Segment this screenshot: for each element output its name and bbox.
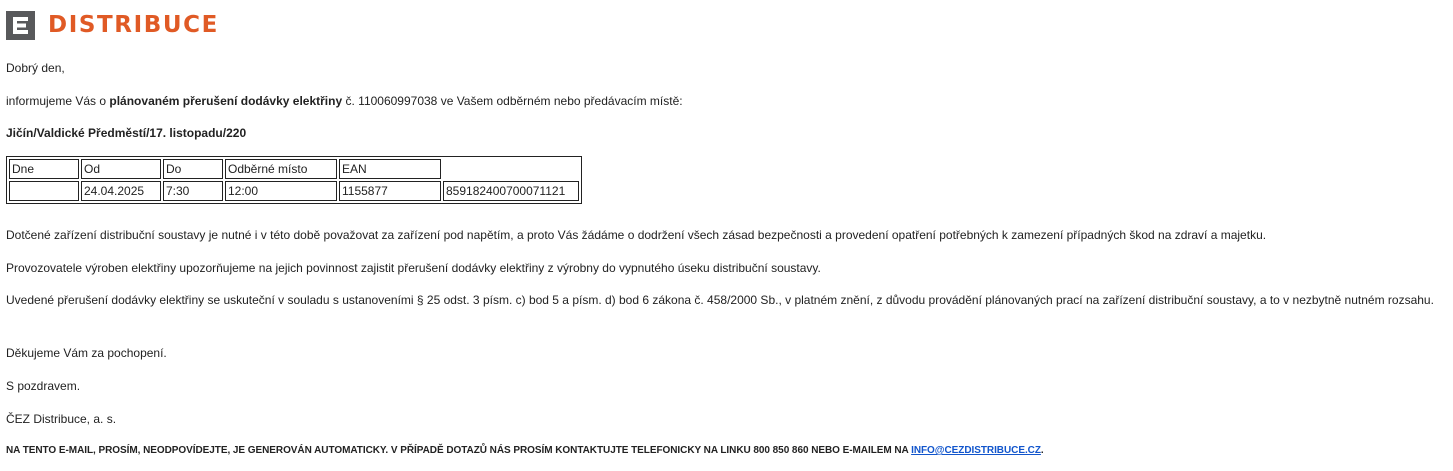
table-cell: 1155877 [339,181,441,201]
table-cell [9,181,79,201]
safety-paragraph: Dotčené zařízení distribuční soustavy je nutné i v této době považovat za zařízení pod napětím, a proto Vás žádáme o dodržení všech zásad bezpečnosti a provedení opatření potřebných k zamezení případných škod na zdraví a majetku. [6,228,1267,242]
table-cell: 7:30 [163,181,223,201]
header-cell: EAN [339,159,441,179]
intro-bold: plánovaném přerušení dodávky elektřiny [109,94,343,108]
footer-text: NA TENTO E-MAIL, PROSÍM, NEODPOVÍDEJTE, JE GENEROVÁN AUTOMATICKY. V PŘÍPADĚ DOTAZŮ NÁS PROSÍM KONTAKTUJTE TELEFONICKY NA LINKU 800 850 860 NEBO E-MAILEM NA [6,445,912,456]
header-cell [443,159,579,179]
legal-paragraph: Uvedené přerušení dodávky elektřiny se uskuteční v souladu s ustanoveními § 25 odst. 3 písm. c) bod 5 a písm. d) bod 6 zákona č. 458/2000 Sb., v platném znění, z důvodu provádění plánovaných prací na zařízení distribuční soustavy, a to v nezbytně nutném rozsahu. [6,293,1434,307]
header-cell: Od [81,159,161,179]
header-cell: Odběrné místo [225,159,337,179]
header-cell: Dne [9,159,79,179]
cez-distribuce-logo [6,11,219,40]
intro-suffix: č. 110060997038 ve Vašem odběrném nebo předávacím místě: [342,94,683,108]
regards-paragraph: S pozdravem. [6,379,81,393]
cez-logo-icon [6,11,35,40]
intro-prefix: informujeme Vás o [6,94,110,108]
intro-paragraph [6,93,683,110]
thanks-paragraph: Děkujeme Vám za pochopení. [6,346,167,360]
table-row [9,181,579,201]
table-header-row [9,159,579,179]
footer-notice [6,445,1044,456]
table-cell: 12:00 [225,181,337,201]
outage-table [6,156,582,204]
address: Jičín/Valdické Předměstí/17. listopadu/220 [6,126,247,140]
footer-end: . [1040,445,1044,456]
support-email-link[interactable]: INFO@CEZDISTRIBUCE.CZ [911,445,1041,456]
table-cell: 24.04.2025 [81,181,161,201]
logo-text: DISTRIBUCE [48,12,219,38]
table-cell: 859182400700071121 [443,181,579,201]
signature: ČEZ Distribuce, a. s. [6,412,117,426]
producers-paragraph: Provozovatele výroben elektřiny upozorňujeme na jejich povinnost zajistit přerušení dodávky elektřiny z výrobny do vypnutého úseku distribuční soustavy. [6,261,821,275]
greeting: Dobrý den, [6,61,65,75]
header-cell: Do [163,159,223,179]
